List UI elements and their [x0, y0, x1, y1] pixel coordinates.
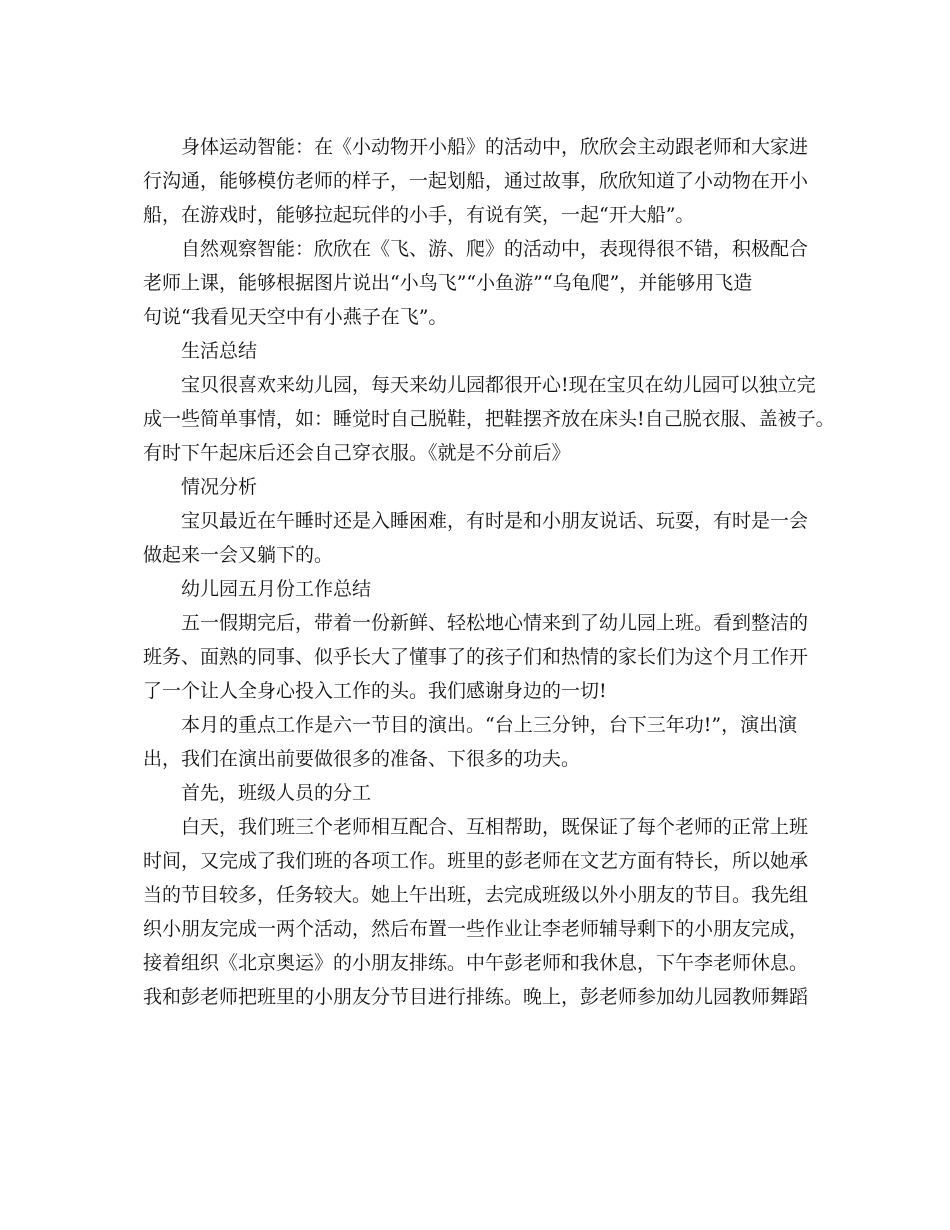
text-line: 身体运动智能：在《小动物开小船》的活动中，欣欣会主动跟老师和大家进 — [181, 136, 809, 158]
text-line: 幼儿园五月份工作总结 — [181, 578, 372, 600]
text-line: 织小朋友完成一两个活动，然后布置一些作业让李老师辅导剩下的小朋友完成， — [143, 918, 809, 940]
text-line: 有时下午起床后还会自己穿衣服。《就是不分前后》 — [143, 442, 571, 464]
text-line: 我和彭老师把班里的小朋友分节目进行排练。晚上，彭老师参加幼儿园教师舞蹈 — [143, 986, 809, 1008]
text-line: 白天，我们班三个老师相互配合、互相帮助，既保证了每个老师的正常上班 — [181, 816, 809, 838]
text-line: 当的节目较多，任务较大。她上午出班，去完成班级以外小朋友的节目。我先组 — [143, 884, 809, 906]
text-line: 本月的重点工作是六一节目的演出。“台上三分钟，台下三年功!”，演出演 — [181, 714, 798, 736]
text-line: 宝贝很喜欢来幼儿园，每天来幼儿园都很开心!现在宝贝在幼儿园可以独立完 — [181, 374, 816, 396]
text-line: 自然观察智能：欣欣在《飞、游、爬》的活动中，表现得很不错，积极配合 — [181, 238, 809, 260]
text-line: 行沟通，能够模仿老师的样子，一起划船，通过故事，欣欣知道了小动物在开小 — [143, 170, 809, 192]
text-line: 接着组织《北京奥运》的小朋友排练。中午彭老师和我休息，下午李老师休息。 — [143, 952, 809, 974]
document-body — [143, 130, 835, 1014]
text-line: 首先，班级人员的分工 — [181, 782, 372, 804]
text-line: 生活总结 — [181, 340, 258, 362]
text-line: 做起来一会又躺下的。 — [143, 544, 334, 566]
text-line: 了一个让人全身心投入工作的头。我们感谢身边的一切! — [143, 680, 607, 702]
text-line: 班务、面熟的同事、似乎长大了懂事了的孩子们和热情的家长们为这个月工作开 — [143, 646, 809, 668]
text-line: 时间，又完成了我们班的各项工作。班里的彭老师在文艺方面有特长，所以她承 — [143, 850, 809, 872]
text-line: 句说“我看见天空中有小燕子在飞”。 — [143, 306, 448, 328]
text-line: 船，在游戏时，能够拉起玩伴的小手，有说有笑，一起“开大船”。 — [143, 204, 695, 226]
text-line: 老师上课，能够根据图片说出“小鸟飞”“小鱼游”“乌龟爬”，并能够用飞造 — [143, 272, 753, 294]
text-line: 成一些简单事情，如：睡觉时自己脱鞋，把鞋摆齐放在床头!自己脱衣服、盖被子。 — [143, 408, 835, 430]
text-line: 出，我们在演出前要做很多的准备、下很多的功夫。 — [143, 748, 581, 770]
text-line: 五一假期完后，带着一份新鲜、轻松地心情来到了幼儿园上班。看到整洁的 — [181, 612, 809, 634]
text-line: 宝贝最近在午睡时还是入睡困难，有时是和小朋友说话、玩耍，有时是一会 — [181, 510, 809, 532]
text-line: 情况分析 — [181, 476, 258, 498]
